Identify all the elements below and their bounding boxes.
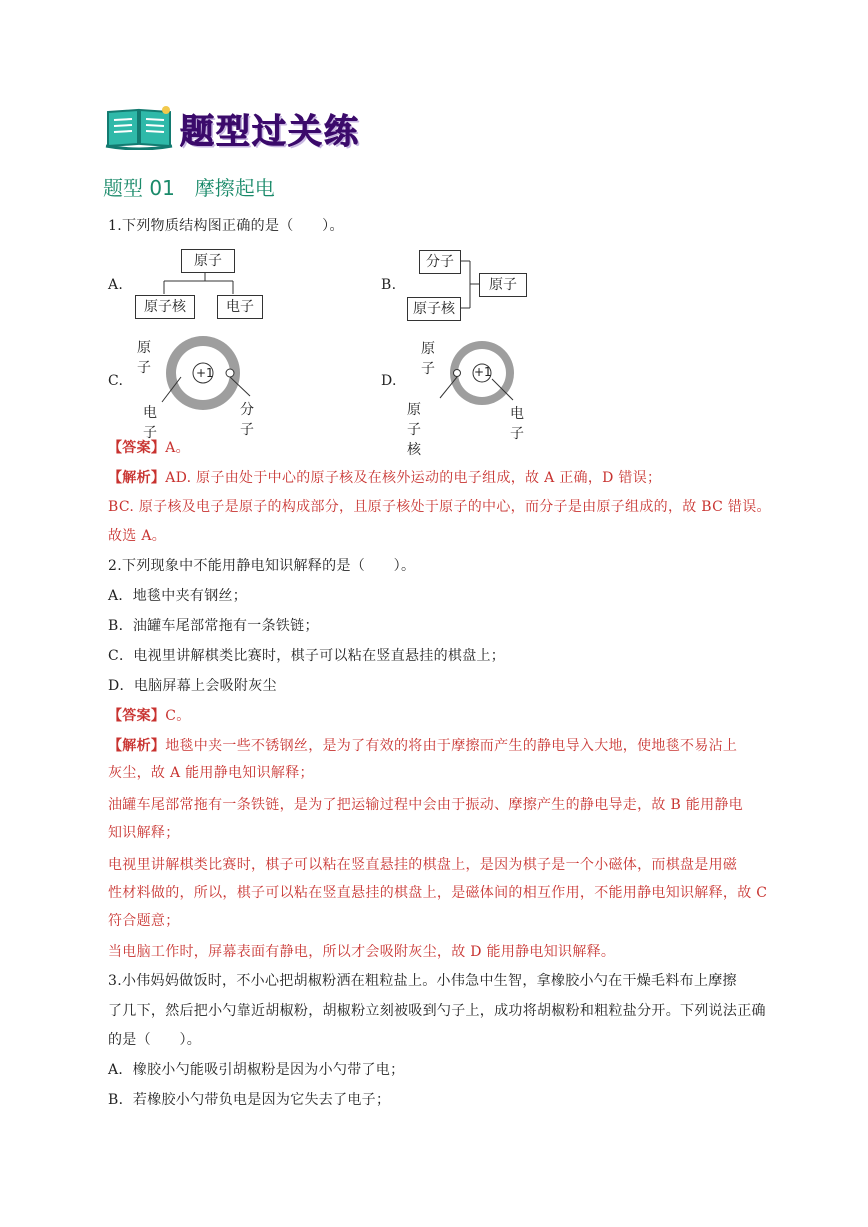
diagram-d-nucleus-label: 原子核 bbox=[407, 402, 421, 458]
diagram-a-nucleus-box: 原子核 bbox=[135, 295, 195, 319]
q2-option-c: C．电视里讲解棋类比赛时，棋子可以粘在竖直悬挂的棋盘上； bbox=[108, 648, 506, 664]
q2-analysis-line-8: 当电脑工作时，屏幕表面有静电，所以才会吸附灰尘，故 D 能用静电知识解释。 bbox=[108, 944, 616, 960]
q2-analysis-text-1: 地毯中夹一些不锈钢丝，是为了有效的将由于摩擦而产生的静电导入大地，使地毯不易沾上 bbox=[165, 738, 738, 754]
q2-analysis-line-3: 油罐车尾部常拖有一条铁链，是为了把运输过程中会由于振动、摩擦产生的静电导走，故 B 能用静电 bbox=[108, 797, 743, 813]
diagram-b-atom-box: 原子 bbox=[479, 273, 527, 297]
diagram-c-molecule-label: 分子 bbox=[240, 402, 254, 438]
q1-analysis-line-2: BC. 原子核及电子是原子的构成部分，且原子核处于原子的中心，而分子是由原子组成的，故 BC 错误。 bbox=[108, 499, 771, 515]
q3-stem-line-3: 的是（ ）。 bbox=[108, 1032, 202, 1048]
q2-option-d: D．电脑屏幕上会吸附灰尘 bbox=[108, 678, 277, 694]
q1-answer-value: A。 bbox=[165, 440, 190, 456]
q2-option-b: B．油罐车尾部常拖有一条铁链； bbox=[108, 618, 319, 634]
q2-option-a: A．地毯中夹有钢丝； bbox=[108, 588, 248, 604]
book-icon bbox=[104, 104, 176, 150]
q2-analysis-tag: 【解析】 bbox=[108, 738, 166, 754]
q1-analysis-tag: 【解析】 bbox=[108, 470, 166, 486]
diagram-c-electron-label: 电子 bbox=[143, 405, 157, 441]
q2-analysis-line-2: 灰尘，故 A 能用静电知识解释； bbox=[108, 765, 314, 781]
q2-analysis-line-4: 知识解释； bbox=[108, 825, 180, 841]
q3-option-a: A．橡胶小勺能吸引胡椒粉是因为小勺带了电； bbox=[108, 1062, 405, 1078]
q1-option-d-label: D. bbox=[381, 373, 397, 389]
q2-analysis-line-7: 符合题意； bbox=[108, 913, 180, 929]
diagram-d-nucleus-charge: +1 bbox=[474, 365, 492, 379]
diagram-b-molecule-box: 分子 bbox=[419, 250, 461, 274]
q2-analysis-line-5: 电视里讲解棋类比赛时，棋子可以粘在竖直悬挂的棋盘上，是因为棋子是一个小磁体，而棋盘是用磁 bbox=[108, 857, 738, 873]
q1-option-a-label: A. bbox=[108, 277, 124, 293]
q3-stem-line-2: 了几下，然后把小勺靠近胡椒粉，胡椒粉立刻被吸到勺子上，成功将胡椒粉和粗粒盐分开。下列说法正确 bbox=[108, 1003, 766, 1019]
q1-stem: 1.下列物质结构图正确的是（ ）。 bbox=[108, 218, 344, 234]
q1-option-c-label: C. bbox=[108, 373, 124, 389]
q3-stem-line-1: 3.小伟妈妈做饭时，不小心把胡椒粉洒在粗粒盐上。小伟急中生智，拿橡胶小勺在干燥毛料布上摩擦 bbox=[108, 973, 737, 989]
q1-answer bbox=[108, 438, 190, 458]
diagram-c-atom-label: 原子 bbox=[137, 340, 151, 376]
q2-answer bbox=[108, 706, 191, 726]
q1-analysis-text-1: AD. 原子由处于中心的原子核及在核外运动的电子组成，故 A 正确，D 错误； bbox=[165, 470, 662, 486]
section-title: 题型 01 摩擦起电 bbox=[103, 176, 275, 200]
q2-analysis-line-6: 性材料做的，所以，棋子可以粘在竖直悬挂的棋盘上，是磁体间的相互作用，不能用静电知识解释，故 C bbox=[108, 885, 768, 901]
q2-stem: 2.下列现象中不能用静电知识解释的是（ ）。 bbox=[108, 558, 416, 574]
q1-analysis-line-1 bbox=[108, 468, 661, 488]
diagram-b-nucleus-box: 原子核 bbox=[407, 297, 461, 321]
diagram-a-atom-box: 原子 bbox=[181, 249, 235, 273]
q1-option-b-label: B. bbox=[381, 277, 397, 293]
q2-answer-value: C。 bbox=[165, 708, 191, 724]
diagram-d-atom-label: 原子 bbox=[421, 341, 435, 377]
q1-answer-tag: 【答案】 bbox=[108, 440, 166, 456]
q1-analysis-line-3: 故选 A。 bbox=[108, 528, 167, 544]
diagram-c-nucleus-charge: +1 bbox=[196, 366, 214, 380]
q2-answer-tag: 【答案】 bbox=[108, 708, 166, 724]
diagram-c-atom-graphic bbox=[140, 330, 300, 430]
diagram-a-electron-box: 电子 bbox=[217, 295, 263, 319]
diagram-d-electron-label: 电子 bbox=[510, 406, 524, 442]
banner-title: 题型过关练 bbox=[180, 112, 360, 152]
q2-analysis-line-1 bbox=[108, 736, 737, 756]
q3-option-b: B．若橡胶小勺带负电是因为它失去了电子； bbox=[108, 1092, 391, 1108]
